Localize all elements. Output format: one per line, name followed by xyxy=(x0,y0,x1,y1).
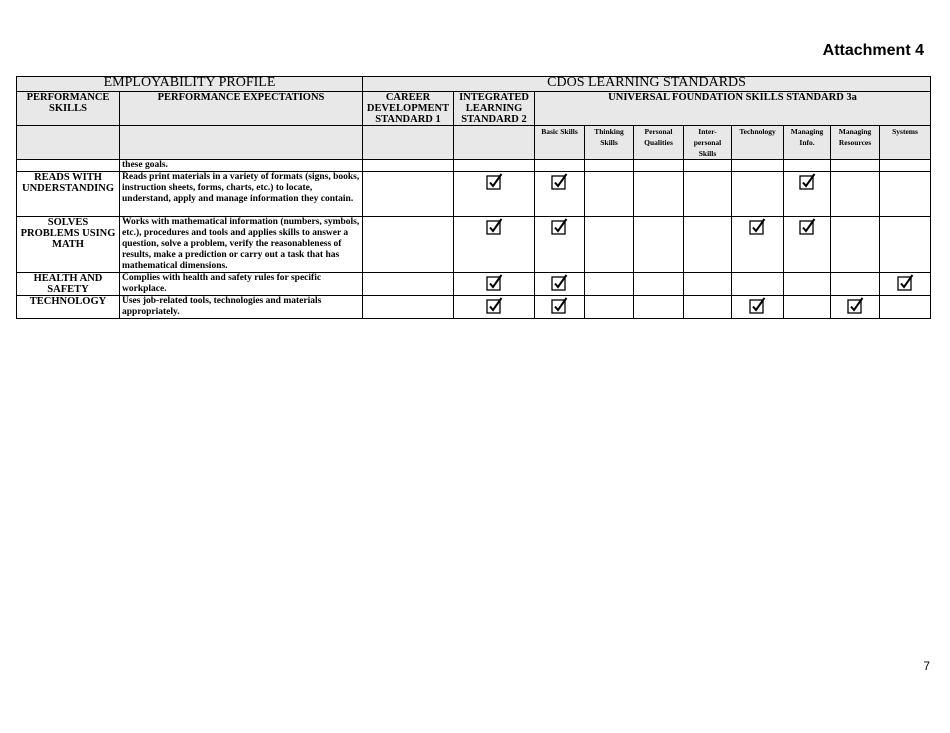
empty-cell xyxy=(535,160,585,172)
empty-cell xyxy=(634,273,684,296)
managing-resources-header: Managing Resources xyxy=(831,126,880,160)
checkbox-checked-icon xyxy=(784,172,831,217)
empty-cell xyxy=(684,217,732,273)
empty-cell xyxy=(732,160,784,172)
skill-cell xyxy=(17,160,120,172)
table-row xyxy=(17,217,931,273)
empty-cell xyxy=(684,273,732,296)
empty-cell xyxy=(585,273,634,296)
blank-header-cell xyxy=(120,126,363,160)
empty-cell xyxy=(732,172,784,217)
empty-cell xyxy=(684,296,732,319)
table-row xyxy=(17,172,931,217)
managing-info-header: Managing Info. xyxy=(784,126,831,160)
attachment-label: Attachment 4 xyxy=(822,42,924,59)
empty-cell xyxy=(880,172,931,217)
checkbox-checked-icon xyxy=(535,172,585,217)
systems-header: Systems xyxy=(880,126,931,160)
empty-cell xyxy=(880,296,931,319)
table-row xyxy=(17,296,931,319)
checkbox-checked-icon xyxy=(454,217,535,273)
integrated-learning-header: INTEGRATED LEARNING STANDARD 2 xyxy=(454,92,535,126)
basic-skills-header: Basic Skills xyxy=(535,126,585,160)
checkbox-checked-icon xyxy=(454,296,535,319)
technology-header: Technology xyxy=(732,126,784,160)
empty-cell xyxy=(363,296,454,319)
performance-skills-header: PERFORMANCE SKILLS xyxy=(17,92,120,126)
empty-cell xyxy=(831,217,880,273)
continuation-text: these goals. xyxy=(120,160,363,172)
empty-cell xyxy=(363,217,454,273)
empty-cell xyxy=(363,172,454,217)
personal-qualities-header: Personal Qualities xyxy=(634,126,684,160)
empty-cell xyxy=(732,273,784,296)
expectation-text: Works with mathematical information (numbers, symbols, etc.), procedures and tools and applies skills to answer a question, solve a problem, verify the reasonableness of results, make a prediction or carry out a task that has mathematical dimensions. xyxy=(120,217,363,273)
skill-label: SOLVES PROBLEMS USING MATH xyxy=(17,217,120,273)
cdos-title: CDOS LEARNING STANDARDS xyxy=(363,77,931,92)
interpersonal-skills-header: Inter-personal Skills xyxy=(684,126,732,160)
page-number: 7 xyxy=(923,659,930,673)
empty-cell xyxy=(784,273,831,296)
checkbox-checked-icon xyxy=(784,217,831,273)
empty-cell xyxy=(634,296,684,319)
empty-cell xyxy=(363,160,454,172)
checkbox-checked-icon xyxy=(535,273,585,296)
checkbox-checked-icon xyxy=(732,217,784,273)
thinking-skills-header: Thinking Skills xyxy=(585,126,634,160)
checkbox-checked-icon xyxy=(831,296,880,319)
checkbox-checked-icon xyxy=(454,172,535,217)
employability-profile-title: EMPLOYABILITY PROFILE xyxy=(17,77,363,92)
empty-cell xyxy=(880,160,931,172)
empty-cell xyxy=(585,160,634,172)
expectation-text: Uses job-related tools, technologies and materials appropriately. xyxy=(120,296,363,319)
standards-table xyxy=(16,76,931,319)
checkbox-checked-icon xyxy=(880,273,931,296)
empty-cell xyxy=(585,172,634,217)
empty-cell xyxy=(784,296,831,319)
career-development-header: CAREER DEVELOPMENT STANDARD 1 xyxy=(363,92,454,126)
empty-cell xyxy=(880,217,931,273)
table-row xyxy=(17,273,931,296)
checkbox-checked-icon xyxy=(535,296,585,319)
performance-expectations-header: PERFORMANCE EXPECTATIONS xyxy=(120,92,363,126)
empty-cell xyxy=(634,172,684,217)
blank-header-cell xyxy=(454,126,535,160)
table-row xyxy=(17,160,931,172)
empty-cell xyxy=(831,273,880,296)
empty-cell xyxy=(684,172,732,217)
checkbox-checked-icon xyxy=(732,296,784,319)
empty-cell xyxy=(454,160,535,172)
universal-foundation-header: UNIVERSAL FOUNDATION SKILLS STANDARD 3a xyxy=(535,92,931,126)
expectation-text: Complies with health and safety rules for specific workplace. xyxy=(120,273,363,296)
checkbox-checked-icon xyxy=(535,217,585,273)
empty-cell xyxy=(634,160,684,172)
empty-cell xyxy=(585,217,634,273)
skill-label: TECHNOLOGY xyxy=(17,296,120,319)
blank-header-cell xyxy=(363,126,454,160)
empty-cell xyxy=(684,160,732,172)
empty-cell xyxy=(831,172,880,217)
blank-header-cell xyxy=(17,126,120,160)
empty-cell xyxy=(634,217,684,273)
expectation-text: Reads print materials in a variety of formats (signs, books, instruction sheets, forms, charts, etc.) to locate, understand, apply and manage information they contain. xyxy=(120,172,363,217)
empty-cell xyxy=(363,273,454,296)
empty-cell xyxy=(585,296,634,319)
empty-cell xyxy=(831,160,880,172)
skill-label: READS WITH UNDERSTANDING xyxy=(17,172,120,217)
empty-cell xyxy=(784,160,831,172)
checkbox-checked-icon xyxy=(454,273,535,296)
skill-label: HEALTH AND SAFETY xyxy=(17,273,120,296)
